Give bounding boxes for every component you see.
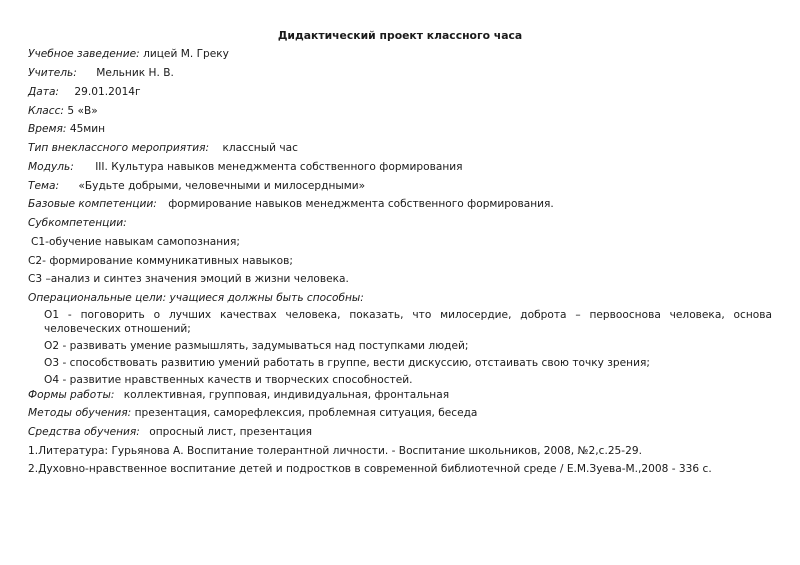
methods-label: Методы обучения: xyxy=(28,407,132,419)
time-label: Время: xyxy=(28,123,67,135)
event-type-field xyxy=(28,141,298,155)
class-field xyxy=(28,104,98,118)
school-label: Учебное заведение: xyxy=(28,48,140,60)
date-field xyxy=(28,85,141,99)
subcompetence-item: С2- формирование коммуникативных навыков; xyxy=(28,255,293,267)
subcompetence-item: С1-обучение навыкам самопознания; xyxy=(31,236,240,248)
work-forms-value: коллективная, групповая, индивидуальная, фронтальная xyxy=(123,389,450,401)
event-type-value: классный час xyxy=(222,142,298,154)
goal-o1-line2: человеческих отношений; xyxy=(44,323,191,335)
class-label: Класс: xyxy=(28,105,65,117)
means-field xyxy=(28,425,312,439)
operational-goals-label: Операциональные цели: учащиеся должны быть способны: xyxy=(28,292,364,304)
goal-o1 xyxy=(44,308,772,322)
subcompetence-item: С3 –анализ и синтез значения эмоций в жизни человека. xyxy=(28,273,349,285)
date-label: Дата: xyxy=(28,86,60,98)
goal-o3: О3 - способствовать развитию умений работать в группе, вести дискуссию, отстаивать свою точку зрения; xyxy=(44,357,650,369)
means-value: опросный лист, презентация xyxy=(149,426,313,438)
work-forms-label: Формы работы: xyxy=(28,389,115,401)
teacher-field xyxy=(28,66,174,80)
module-label: Модуль: xyxy=(28,161,74,173)
class-value: 5 «В» xyxy=(67,105,98,117)
event-type-label: Тип внеклассного мероприятия: xyxy=(28,142,210,154)
literature-item: 2.Духовно-нравственное воспитание детей и подростков в современной библиотечной среде / Е.М.Зуева-М.,2008 - 336 с. xyxy=(28,463,712,475)
theme-label: Тема: xyxy=(28,180,60,192)
subcompetences-label: Субкомпетенции: xyxy=(28,217,127,229)
time-field xyxy=(28,122,105,136)
goal-o2: О2 - развивать умение размышлять, задумываться над поступками людей; xyxy=(44,340,469,352)
time-value: 45мин xyxy=(69,123,106,135)
methods-field xyxy=(28,406,477,420)
operational-goals-heading xyxy=(28,291,364,305)
date-value: 29.01.2014г xyxy=(74,86,141,98)
theme-value: «Будьте добрыми, человечными и милосердными» xyxy=(78,180,366,192)
goal-o1-line1: О1 - поговорить о лучших качествах человека, показать, что милосердие, доброта – первооснова человека, основа xyxy=(44,309,772,321)
subcompetences-heading xyxy=(28,216,127,230)
school-value: лицей М. Греку xyxy=(143,48,229,60)
goal-o4: О4 - развитие нравственных качеств и творческих способностей. xyxy=(44,374,413,386)
base-competences-label: Базовые компетенции: xyxy=(28,198,157,210)
module-value: III. Культура навыков менеджмента собственного формирования xyxy=(95,161,463,173)
base-competences-field xyxy=(28,197,554,211)
module-field xyxy=(28,160,463,174)
means-label: Средства обучения: xyxy=(28,426,140,438)
work-forms-field xyxy=(28,388,449,402)
school-field xyxy=(28,47,229,61)
literature-item: 1.Литература: Гурьянова А. Воспитание толерантной личности. - Воспитание школьников, 2008, №2,с.25-29. xyxy=(28,445,642,457)
theme-field xyxy=(28,179,365,193)
methods-value: презентация, саморефлексия, проблемная ситуация, беседа xyxy=(134,407,478,419)
teacher-label: Учитель: xyxy=(28,67,77,79)
base-competences-value: формирование навыков менеджмента собственного формирования. xyxy=(168,198,554,210)
document-title: Дидактический проект классного часа xyxy=(277,29,523,42)
teacher-value: Мельник Н. В. xyxy=(96,67,174,79)
